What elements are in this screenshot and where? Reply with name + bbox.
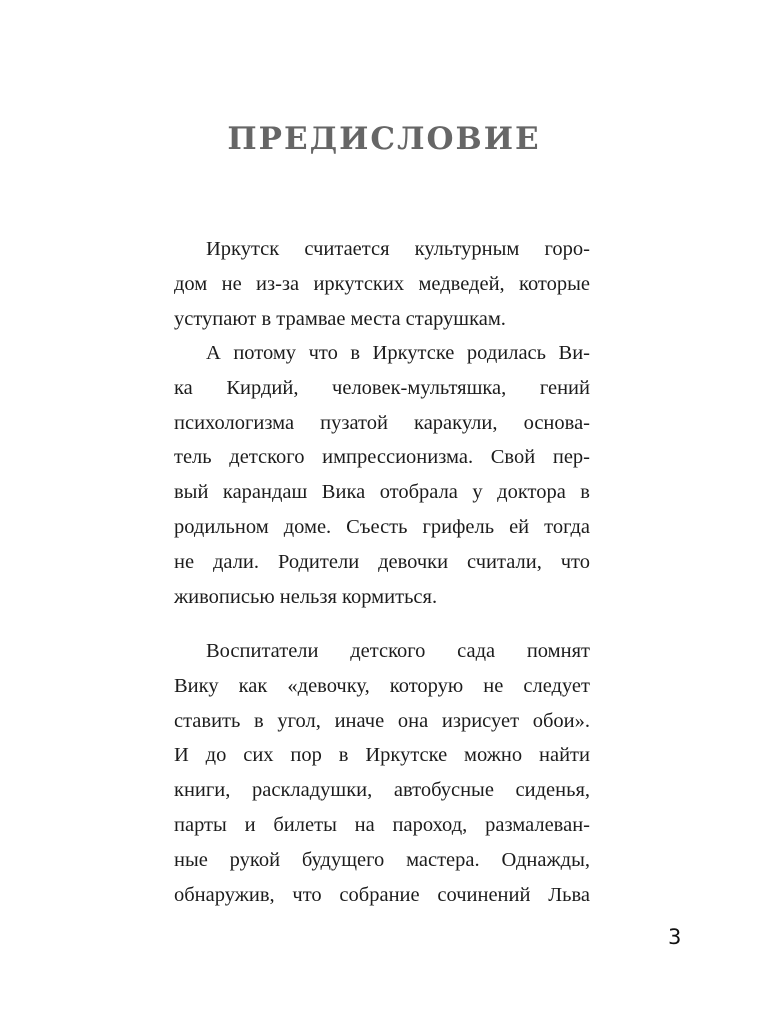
text-line: психологизма пузатой каракули, основа- bbox=[174, 411, 590, 434]
text-line: уступают в трамвае места старушкам. bbox=[174, 307, 506, 330]
text-line: ставить в угол, иначе она изрисует обои». bbox=[174, 709, 590, 732]
text-line: Воспитатели детского сада помнят bbox=[206, 640, 590, 662]
page-number: 3 bbox=[668, 925, 682, 949]
paragraph-2 bbox=[174, 336, 590, 614]
paragraph-1 bbox=[174, 232, 590, 336]
text-line: ные рукой будущего мастера. Однажды, bbox=[174, 848, 590, 871]
text-line: книги, раскладушки, автобусные сиденья, bbox=[174, 779, 590, 802]
page-title: ПРЕДИСЛОВИЕ bbox=[227, 121, 541, 157]
text-line: А потому что в Иркутске родилась Ви- bbox=[206, 342, 590, 364]
text-line: дом не из-за иркутских медведей, которые bbox=[174, 272, 590, 295]
text-line: обнаружив, что собрание сочинений Льва bbox=[174, 883, 590, 906]
text-line: тель детского импрессионизма. Свой пер- bbox=[174, 446, 590, 469]
text-line: Иркутск считается культурным горо- bbox=[206, 238, 590, 260]
text-line: вый карандаш Вика отобрала у доктора в bbox=[174, 481, 590, 504]
text-line: родильном доме. Съесть грифель ей тогда bbox=[174, 515, 590, 538]
text-line: ка Кирдий, человек-мультяшка, гений bbox=[174, 376, 590, 399]
text-line: Вику как «девочку, которую не следует bbox=[174, 674, 590, 697]
paragraph-3 bbox=[174, 634, 590, 912]
text-line: И до сих пор в Иркутске можно найти bbox=[174, 744, 590, 767]
text-line: не дали. Родители девочки считали, что bbox=[174, 550, 590, 573]
text-line: живописью нельзя кормиться. bbox=[174, 585, 438, 608]
text-line: парты и билеты на пароход, размалеван- bbox=[174, 813, 590, 836]
